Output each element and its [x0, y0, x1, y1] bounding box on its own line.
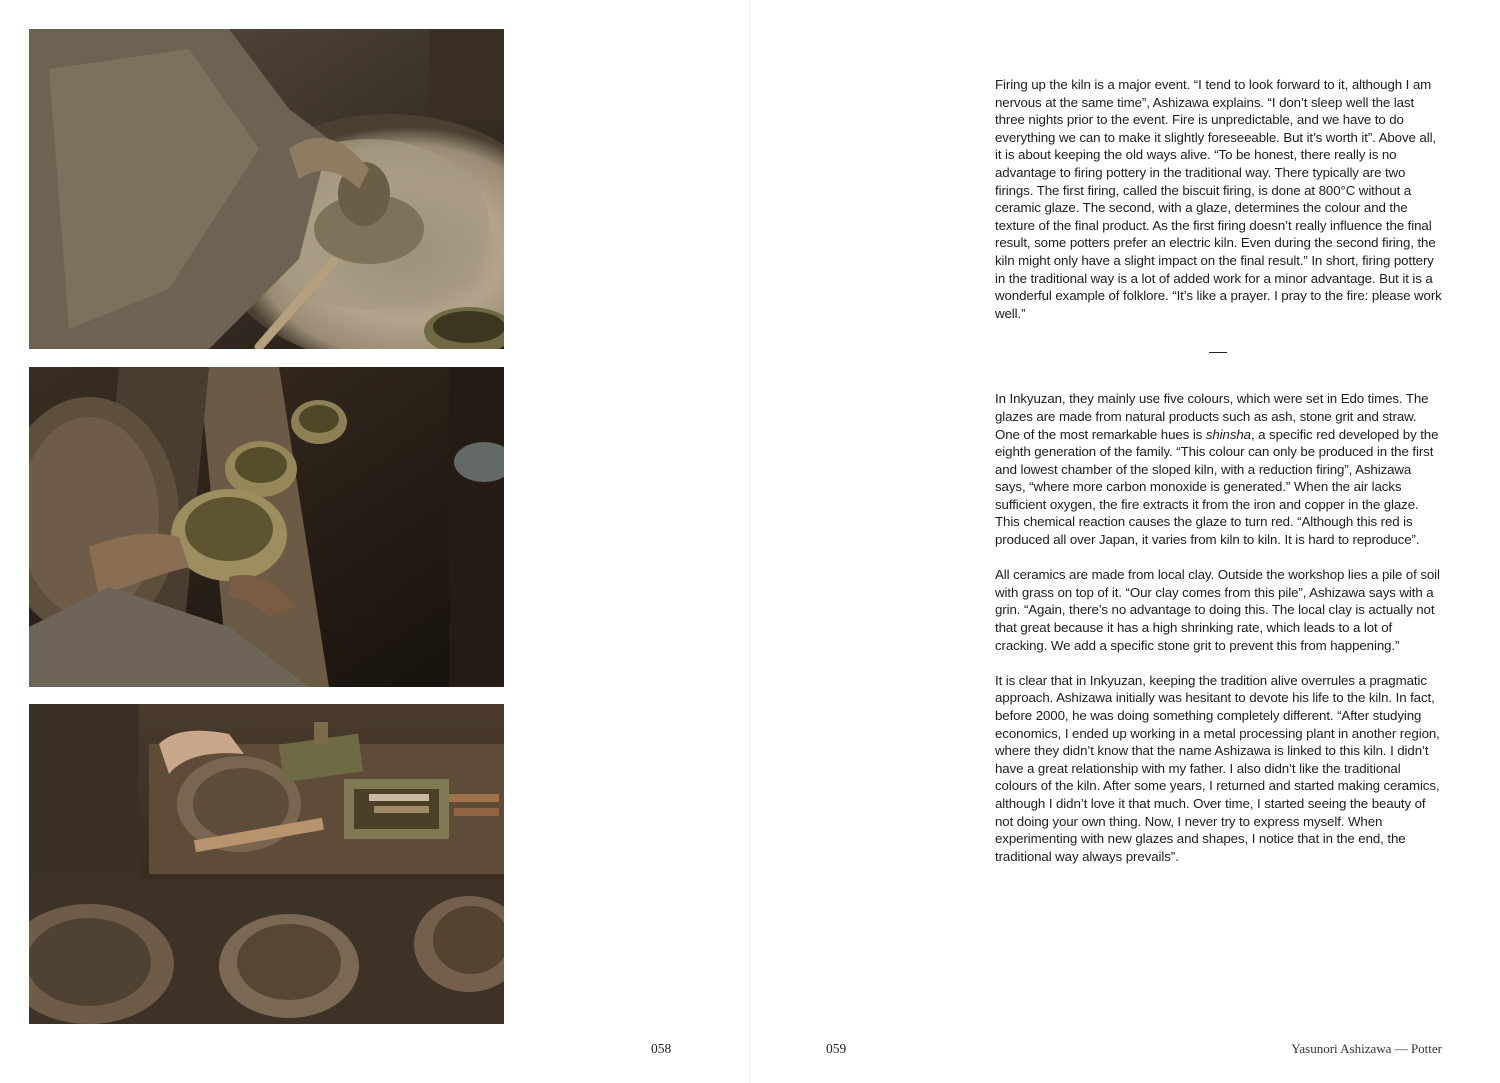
holding-bowl-image	[29, 367, 504, 687]
paragraph-colours-text-b: , a specific red developed by the eighth generation of the family. “This colour can only be produced in the first and lowest chamber of the sloped kiln, with a reduction firing”, Ashizawa says, “where more carbon monoxide is generated.” When the air lacks sufficient oxygen, the fire extracts it from the iron and copper in the glaze. This chemical reaction causes the glaze to turn red. “Although this red is produced all over Japan, it varies from kiln to kiln. It is hard to reproduce”.	[995, 426, 1439, 548]
article-body	[995, 76, 1443, 883]
shinsha-term: shinsha	[1205, 426, 1251, 442]
page-number-right: 059	[826, 1041, 847, 1056]
paragraph-clay: All ceramics are made from local clay. Outside the workshop lies a pile of soil with grass on top of it. “Our clay comes from this pile”, Ashizawa says with a grin. “Again, there’s no advantage to doing this. The local clay is actually not that great because it has a high shrinking rate, which leads to a lot of cracking. We add a specific stone grit to prevent this from happening.”	[995, 567, 1440, 653]
photo-carved-bowls	[29, 704, 504, 1024]
spine-gutter	[749, 0, 750, 1083]
paragraph-tradition: It is clear that in Inkyuzan, keeping the tradition alive overrules a pragmatic approach. Ashizawa initially was hesitant to devote his life to the kiln. In fact, before 2000, he was doing something completely different. “After studying economics, I ended up working in a metal processing plant in another region, where they didn’t know that the name Ashizawa is linked to this kiln. I didn’t have a great relationship with my father. I also didn’t like the traditional colours of the kiln. After some years, I returned and started making ceramics, although I didn’t love it that much. Over time, I started seeing the beauty of not doing your own thing. Now, I never try to express myself. When experimenting with new glazes and shapes, I notice that in the end, the traditional way always prevails”.	[995, 672, 1440, 864]
carved-bowls-image	[29, 704, 504, 1024]
running-footer-title: Yasunori Ashizawa — Potter	[1291, 1041, 1442, 1056]
paragraph-colours-text-a: In Inkyuzan, they mainly use five colours, which were set in Edo times. The glazes are made from natural products such as ash, stone grit and straw. One of the most remarkable hues is	[995, 391, 1429, 442]
section-divider	[1209, 352, 1227, 353]
page-number-left: 058	[651, 1041, 672, 1056]
photo-holding-bowl	[29, 367, 504, 687]
potter-wheel-image	[29, 29, 504, 349]
photo-potter-wheel	[29, 29, 504, 349]
paragraph-colours	[995, 390, 1443, 548]
paragraph-kiln-firing: Firing up the kiln is a major event. “I tend to look forward to it, although I am nervous at the same time”, Ashizawa explains. “I don’t sleep well the last three nights prior to the event. Fire is unpredictable, and we have to do everything we can to make it slightly foreseeable. But it’s worth it”. Above all, it is about keeping the old ways alive. “To be honest, there really is no advantage to firing pottery in the traditional way. There typically are two firings. The first firing, called the biscuit firing, is done at 800°C without a ceramic glaze. The second, with a glaze, determines the colour and the texture of the final product. As the first firing doesn’t really influence the final result, some potters prefer an electric kiln. Even during the second firing, the kiln might only have a slight impact on the final result.” In short, firing pottery in the traditional way is a lot of added work for a minor advantage. But it is a wonderful example of folklore. “It’s like a prayer. I pray to the fire: please work well.”	[995, 77, 1442, 321]
